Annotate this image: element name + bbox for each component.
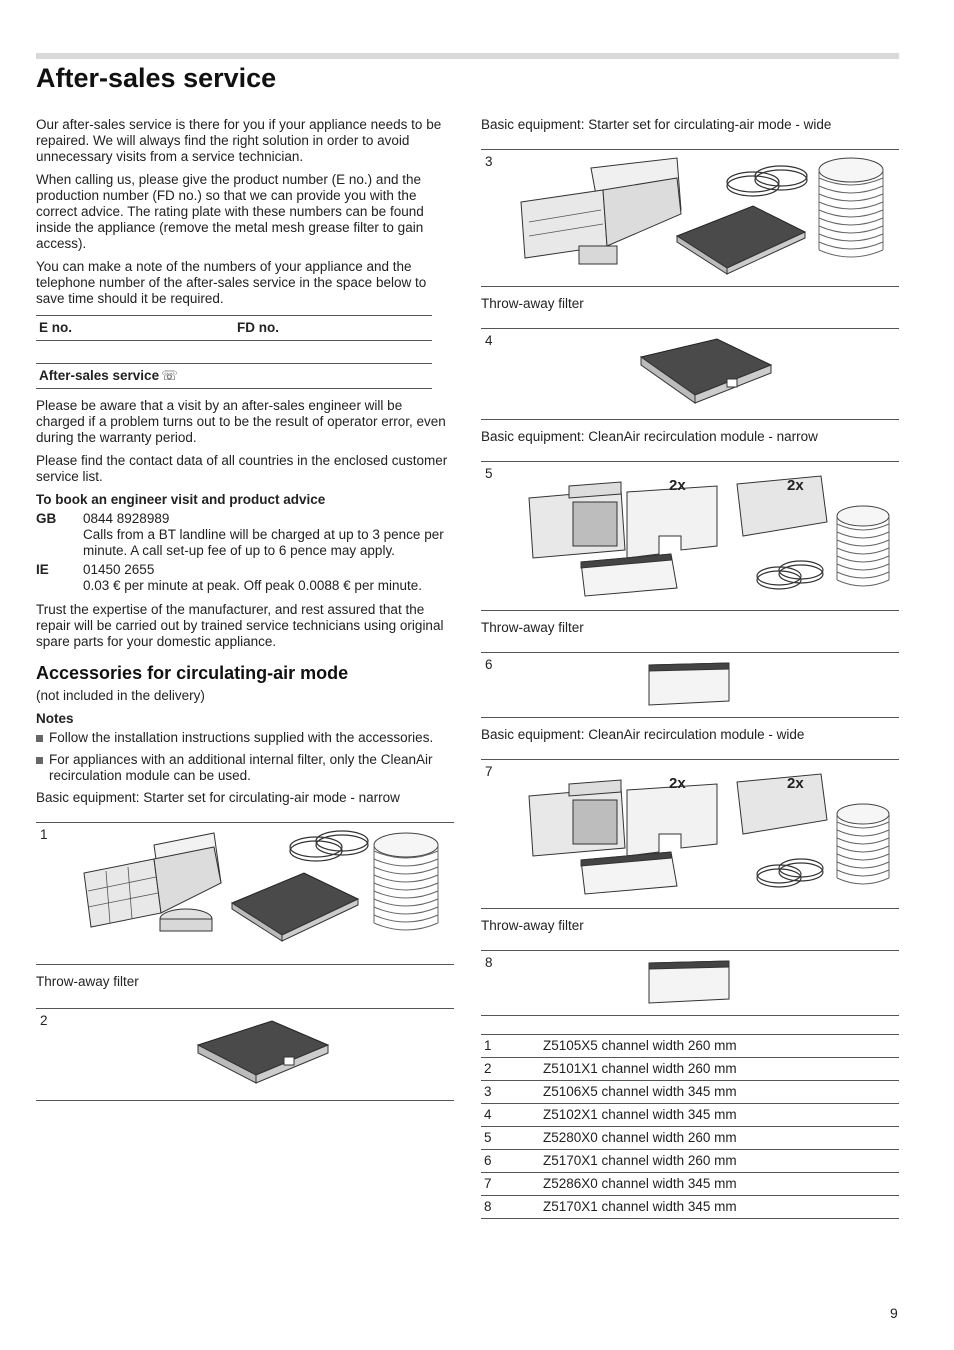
figure-5	[481, 461, 899, 611]
figure-6	[481, 652, 899, 718]
trust-paragraph: Trust the expertise of the manufacturer, and rest assured that the repair will be carried out by trained service technicians using original spare parts for your domestic appliance.	[36, 602, 444, 649]
cleanair-module-wide-image	[481, 760, 899, 908]
figure-8	[481, 950, 899, 1016]
accessories-subtitle: (not included in the delivery)	[36, 688, 205, 703]
country-code: GB	[36, 511, 57, 526]
figure-caption: Throw-away filter	[481, 296, 584, 311]
after-sales-service-label: After-sales service	[39, 368, 160, 383]
notes-heading: Notes	[36, 711, 74, 726]
figure-caption: Throw-away filter	[36, 974, 139, 989]
figure-caption: Throw-away filter	[481, 918, 584, 933]
page-number: 9	[890, 1305, 898, 1321]
figure-caption: Basic equipment: CleanAir recirculation module - wide	[481, 727, 805, 742]
e-no-label: E no.	[39, 320, 72, 335]
quantity-label: 2x	[787, 775, 804, 792]
bullet-icon	[36, 735, 43, 742]
contact-details: Calls from a BT landline will be charged at up to 3 pence per minute. A call set-up fee of up to 6 pence may apply.	[83, 527, 444, 558]
blank-row	[36, 340, 432, 363]
quantity-label: 2x	[669, 477, 686, 494]
header-rule	[36, 53, 899, 59]
figure-7	[481, 759, 899, 909]
table-row: 4 Z5102X1 channel width 345 mm	[481, 1104, 899, 1127]
figure-number: 4	[485, 333, 493, 348]
quantity-label: 2x	[669, 775, 686, 792]
figure-number: 8	[485, 955, 493, 970]
appliance-number-table	[36, 315, 432, 389]
country-code: IE	[36, 562, 49, 577]
fd-no-label: FD no.	[237, 320, 279, 335]
phone-number: 01450 2655	[83, 562, 155, 577]
figure-4	[481, 328, 899, 420]
figure-caption: Basic equipment: Starter set for circulating-air mode - narrow	[36, 790, 400, 805]
figure-caption: Throw-away filter	[481, 620, 584, 635]
figure-number: 2	[40, 1013, 48, 1028]
starter-set-narrow-image	[36, 823, 454, 964]
throw-away-filter-image	[36, 1009, 454, 1100]
parts-table	[481, 1034, 899, 1219]
table-row: 7 Z5286X0 channel width 345 mm	[481, 1173, 899, 1196]
figure-number: 6	[485, 657, 493, 672]
page-title: After-sales service	[36, 63, 277, 93]
intro-paragraph: When calling us, please give the product number (E no.) and the production number (FD no.) so that we can provide you with the correct advice. The rating plate with these numbers can be found inside the appliance (remove the metal mesh grease filter to gain access).	[36, 172, 424, 251]
list-item: For appliances with an additional internal filter, only the CleanAir recirculation module can be used.	[36, 752, 454, 784]
intro-paragraph: You can make a note of the numbers of your appliance and the telephone number of the after-sales service in the space below to save time should it be required.	[36, 259, 427, 306]
table-row: 3 Z5106X5 channel width 345 mm	[481, 1081, 899, 1104]
throw-away-filter-image	[481, 653, 899, 717]
warning-paragraph: Please be aware that a visit by an after-sales engineer will be charged if a problem turns out to be the result of operator error, even during the warranty period.	[36, 398, 446, 445]
figure-number: 5	[485, 466, 493, 481]
table-row: 1 Z5105X5 channel width 260 mm	[481, 1035, 899, 1058]
figure-3	[481, 149, 899, 287]
phone-number: 0844 8928989	[83, 511, 170, 526]
right-column	[481, 117, 899, 1219]
bullet-icon	[36, 757, 43, 764]
table-row: 6 Z5170X1 channel width 260 mm	[481, 1150, 899, 1173]
left-column	[36, 117, 454, 1101]
figure-number: 7	[485, 764, 493, 779]
quantity-label: 2x	[787, 477, 804, 494]
list-item: Follow the installation instructions supplied with the accessories.	[36, 730, 454, 746]
cleanair-module-narrow-image	[481, 462, 899, 610]
phone-icon: ☏	[161, 368, 178, 383]
accessories-heading: Accessories for circulating-air mode	[36, 663, 349, 683]
intro-paragraph: Our after-sales service is there for you if your appliance needs to be repaired. We will always find the right solution in order to avoid unnecessary visits from a service technician.	[36, 117, 442, 164]
figure-caption: Basic equipment: Starter set for circulating-air mode - wide	[481, 117, 832, 132]
throw-away-filter-image	[481, 951, 899, 1015]
contact-details: 0.03 € per minute at peak. Off peak 0.0088 € per minute.	[83, 578, 422, 593]
figure-number: 1	[40, 827, 48, 842]
contact-gb	[36, 511, 454, 559]
booking-heading: To book an engineer visit and product advice	[36, 492, 326, 507]
table-row: 8 Z5170X1 channel width 345 mm	[481, 1196, 899, 1219]
figure-1	[36, 822, 454, 965]
throw-away-filter-image	[481, 329, 899, 419]
table-row: 5 Z5280X0 channel width 260 mm	[481, 1127, 899, 1150]
starter-set-wide-image	[481, 150, 899, 286]
warning-paragraph: Please find the contact data of all countries in the enclosed customer service list.	[36, 453, 448, 484]
figure-caption: Basic equipment: CleanAir recirculation module - narrow	[481, 429, 818, 444]
figure-2	[36, 1008, 454, 1101]
table-row: 2 Z5101X1 channel width 260 mm	[481, 1058, 899, 1081]
contact-ie	[36, 562, 454, 594]
notes-list	[36, 730, 454, 784]
figure-number: 3	[485, 154, 493, 169]
